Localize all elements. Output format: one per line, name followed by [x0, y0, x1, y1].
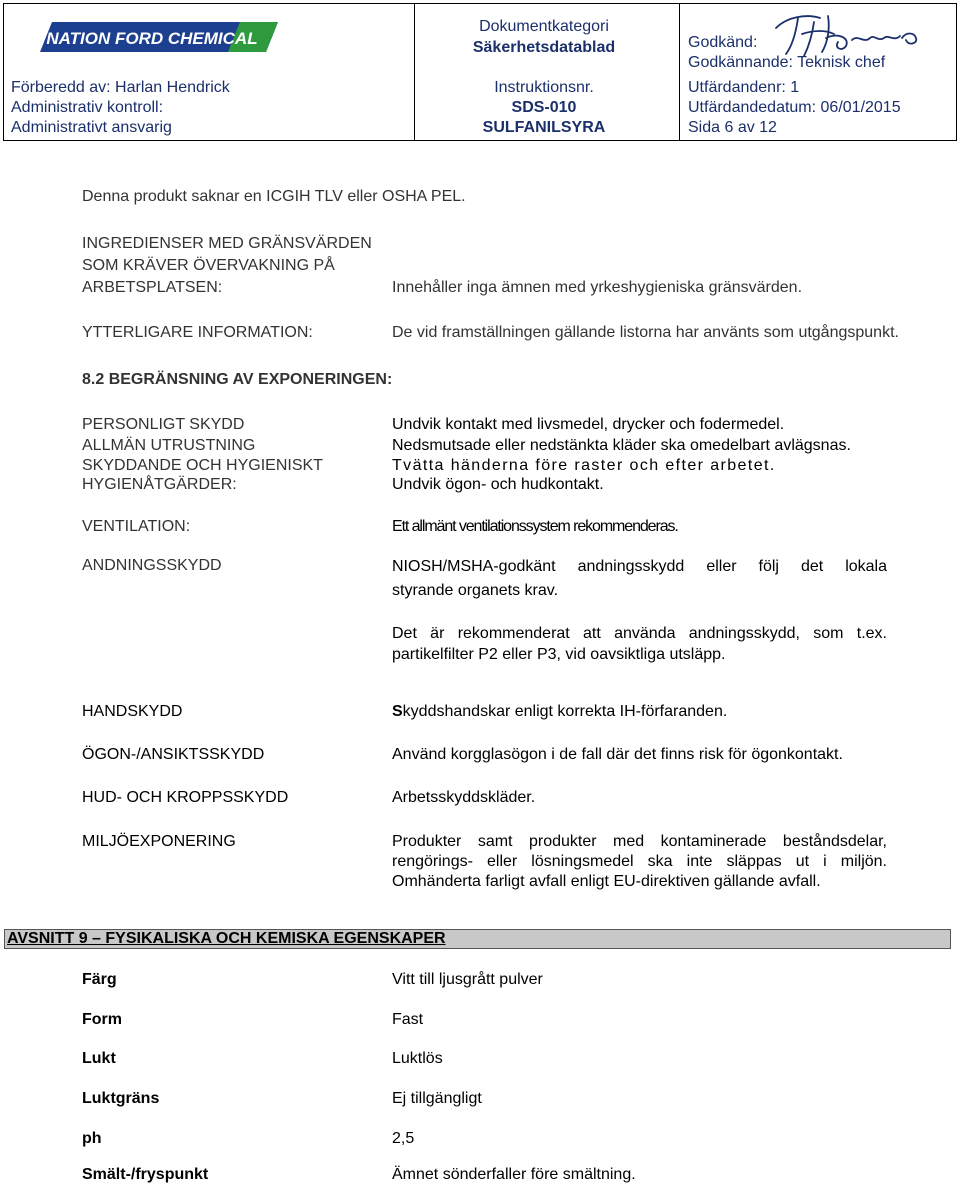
ingredients-label-line: SOM KRÄVER ÖVERVAKNING PÅ	[82, 257, 335, 274]
hand-protection-label: HANDSKYDD	[82, 703, 183, 720]
property-label: Färg	[82, 971, 117, 988]
respiratory-value-line: styrande organets krav.	[392, 582, 559, 599]
environmental-value-line: rengörings- eller lösningsmedel ska inte släppas ut i miljön.	[392, 853, 887, 870]
ingredients-label-line: INGREDIENSER MED GRÄNSVÄRDEN	[82, 235, 372, 252]
approval-role: Godkännande: Teknisk chef	[688, 54, 886, 71]
ppe-label-line: ALLMÄN UTRUSTNING	[82, 437, 256, 454]
section-9-heading-bar	[4, 929, 951, 949]
further-info-value: De vid framställningen gällande listorna har använts som utgångspunkt.	[392, 324, 899, 341]
page-number: Sida 6 av 12	[688, 119, 777, 136]
property-value: Ej tillgängligt	[392, 1090, 482, 1107]
ppe-value-line: Tvätta händerna före raster och efter arbetet.	[392, 457, 776, 474]
further-info-label: YTTERLIGARE INFORMATION:	[82, 324, 313, 341]
property-label: Form	[82, 1011, 122, 1028]
instruction-value: SDS-010	[511, 99, 577, 116]
eye-protection-label: ÖGON-/ANSIKTSSKYDD	[82, 746, 265, 763]
eye-protection-value: Använd korgglasögon i de fall där det finns risk för ögonkontakt.	[392, 746, 843, 763]
property-value: Luktlös	[392, 1050, 443, 1067]
section-9-title: AVSNITT 9 – FYSIKALISKA OCH KEMISKA EGENSKAPER	[7, 930, 446, 947]
skin-protection-label: HUD- OCH KROPPSSKYDD	[82, 789, 289, 806]
category-label: Dokumentkategori	[479, 18, 609, 35]
issue-number: Utfärdandenr: 1	[688, 79, 800, 96]
instruction-label: Instruktionsnr.	[494, 79, 594, 96]
header-divider	[679, 4, 680, 140]
property-label: Lukt	[82, 1050, 116, 1067]
category-value: Säkerhetsdatablad	[472, 39, 616, 56]
issue-date: Utfärdandedatum: 06/01/2015	[688, 99, 901, 116]
respiratory-value-line: partikelfilter P2 eller P3, vid oavsiktliga utsläpp.	[392, 646, 726, 663]
ventilation-value: Ett allmänt ventilationssystem rekommenderas.	[392, 518, 678, 535]
ingredients-label-line: ARBETSPLATSEN:	[82, 279, 223, 296]
ventilation-label: VENTILATION:	[82, 518, 191, 535]
environmental-value-line: Omhänderta farligt avfall enligt EU-direktiven gällande avfall.	[392, 873, 821, 890]
property-label: ph	[82, 1130, 102, 1147]
ppe-label-line: PERSONLIGT SKYDD	[82, 416, 245, 433]
ppe-value-line: Undvik kontakt med livsmedel, drycker och fodermedel.	[392, 416, 785, 433]
approved-label: Godkänd:	[688, 34, 758, 51]
skin-protection-value: Arbetsskyddskläder.	[392, 789, 536, 806]
respiratory-value-line: Det är rekommenderat att använda andningsskydd, som t.ex.	[392, 625, 887, 642]
ppe-label-line: SKYDDANDE OCH HYGIENISKT	[82, 457, 323, 474]
environmental-value-line: Produkter samt produkter med kontaminerade beståndsdelar,	[392, 833, 887, 850]
property-value: 2,5	[392, 1130, 415, 1147]
respiratory-value-line: NIOSH/MSHA-godkänt andningsskydd eller följ det lokala	[392, 558, 887, 575]
property-value: Fast	[392, 1011, 424, 1028]
hand-value-initial: S	[392, 703, 403, 720]
property-value: Vitt till ljusgrått pulver	[392, 971, 543, 988]
respiratory-label: ANDNINGSSKYDD	[82, 557, 222, 574]
section-8-2-heading: 8.2 BEGRÄNSNING AV EXPONERINGEN:	[82, 371, 393, 388]
no-pel-note: Denna produkt saknar en ICGIH TLV eller OSHA PEL.	[82, 188, 466, 205]
hand-value-rest: kyddshandskar enligt korrekta IH-förfaranden.	[402, 703, 728, 720]
property-label: Luktgräns	[82, 1090, 160, 1107]
admin-control: Administrativ kontroll:	[11, 99, 164, 116]
property-label: Smält-/fryspunkt	[82, 1166, 209, 1183]
ppe-value-line: Undvik ögon- och hudkontakt.	[392, 476, 604, 493]
ingredients-value: Innehåller inga ämnen med yrkeshygieniska gränsvärden.	[392, 279, 803, 296]
product-name: SULFANILSYRA	[482, 119, 606, 136]
ppe-value-line: Nedsmutsade eller nedstänkta kläder ska omedelbart avlägsnas.	[392, 437, 851, 454]
ppe-label-line: HYGIENÅTGÄRDER:	[82, 476, 237, 493]
environmental-exposure-label: MILJÖEXPONERING	[82, 833, 236, 850]
admin-responsible: Administrativt ansvarig	[11, 119, 172, 136]
hand-protection-value	[392, 701, 727, 722]
property-value: Ämnet sönderfaller före smältning.	[392, 1166, 636, 1183]
prepared-by: Förberedd av: Harlan Hendrick	[11, 79, 230, 96]
nation-ford-chemical-logo	[40, 20, 278, 54]
logo-text: NATION FORD CHEMICAL	[46, 29, 258, 48]
